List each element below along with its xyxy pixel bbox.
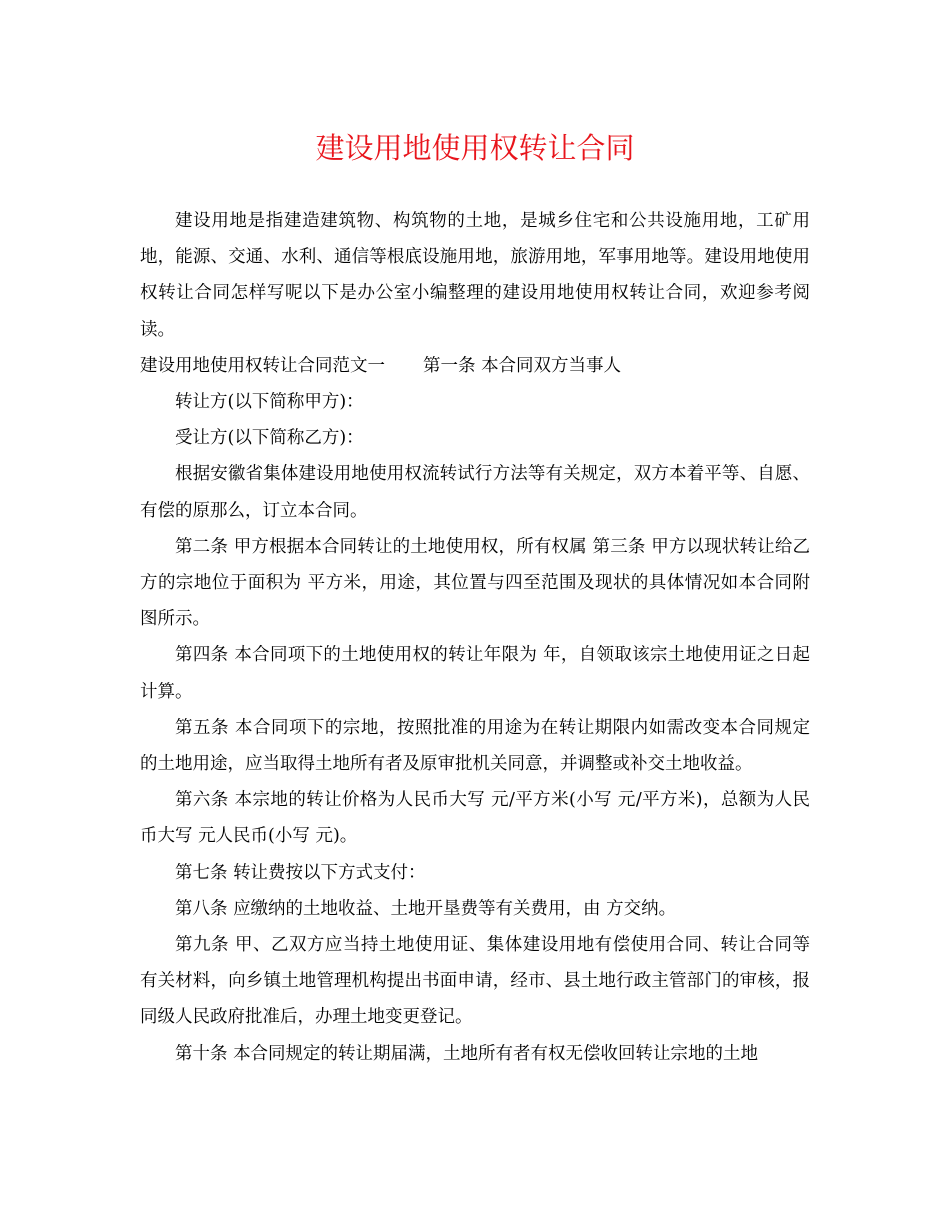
article-1-heading: 第一条 本合同双方当事人 xyxy=(423,355,622,376)
article-7-paragraph: 第七条 转让费按以下方式支付： xyxy=(175,862,426,883)
article-2-3-paragraph: 第二条 甲方根据本合同转让的土地使用权，所有权属 第三条 甲方以现状转让给乙方的宗地位于面积为 平方米，用途，其位置与四至范围及现状的具体情况如本合同附图所示。 xyxy=(140,536,810,630)
article-10-paragraph: 第十条 本合同规定的转让期届满，土地所有者有权无偿收回转让宗地的土地 xyxy=(175,1043,759,1064)
article-8-paragraph: 第八条 应缴纳的土地收益、土地开垦费等有关费用，由 方交纳。 xyxy=(175,898,677,919)
article-9-paragraph: 第九条 甲、乙双方应当持土地使用证、集体建设用地有偿使用合同、转让合同等有关材料，向乡镇土地管理机构提出书面申请，经市、县土地行政主管部门的审核，报同级人民政府批准后，办理土地变更登记。 xyxy=(140,935,810,1028)
article-5-paragraph: 第五条 本合同项下的宗地，按照批准的用途为在转让期限内如需改变本合同规定的土地用途，应当取得土地所有者及原审批机关同意，并调整或补交土地收益。 xyxy=(140,717,810,775)
basis-paragraph: 根据安徽省集体建设用地使用权流转试行方法等有关规定，双方本着平等、自愿、有偿的原那么，订立本合同。 xyxy=(140,464,810,521)
sample-heading-line xyxy=(140,348,810,384)
article-6-paragraph: 第六条 本宗地的转让价格为人民币大写 元/平方米(小写 元/平方米)，总额为人民币大写 元人民币(小写 元)。 xyxy=(140,790,810,847)
transferee-line: 受让方(以下简称乙方)： xyxy=(175,428,364,449)
transferor-line: 转让方(以下简称甲方)： xyxy=(175,392,364,413)
document-title: 建设用地使用权转让合同 xyxy=(315,131,635,165)
intro-paragraph: 建设用地是指建造建筑物、构筑物的土地，是城乡住宅和公共设施用地，工矿用地，能源、交通、水利、通信等根底设施用地，旅游用地，军事用地等。建设用地使用权转让合同怎样写呢以下是办公室小编整理的建设用地使用权转让合同，欢迎参考阅读。 xyxy=(140,211,810,340)
article-4-paragraph: 第四条 本合同项下的土地使用权的转让年限为 年，自领取该宗土地使用证之日起计算。 xyxy=(140,645,810,702)
document-body xyxy=(140,203,810,1072)
sample-heading: 建设用地使用权转让合同范文一 xyxy=(140,355,385,376)
